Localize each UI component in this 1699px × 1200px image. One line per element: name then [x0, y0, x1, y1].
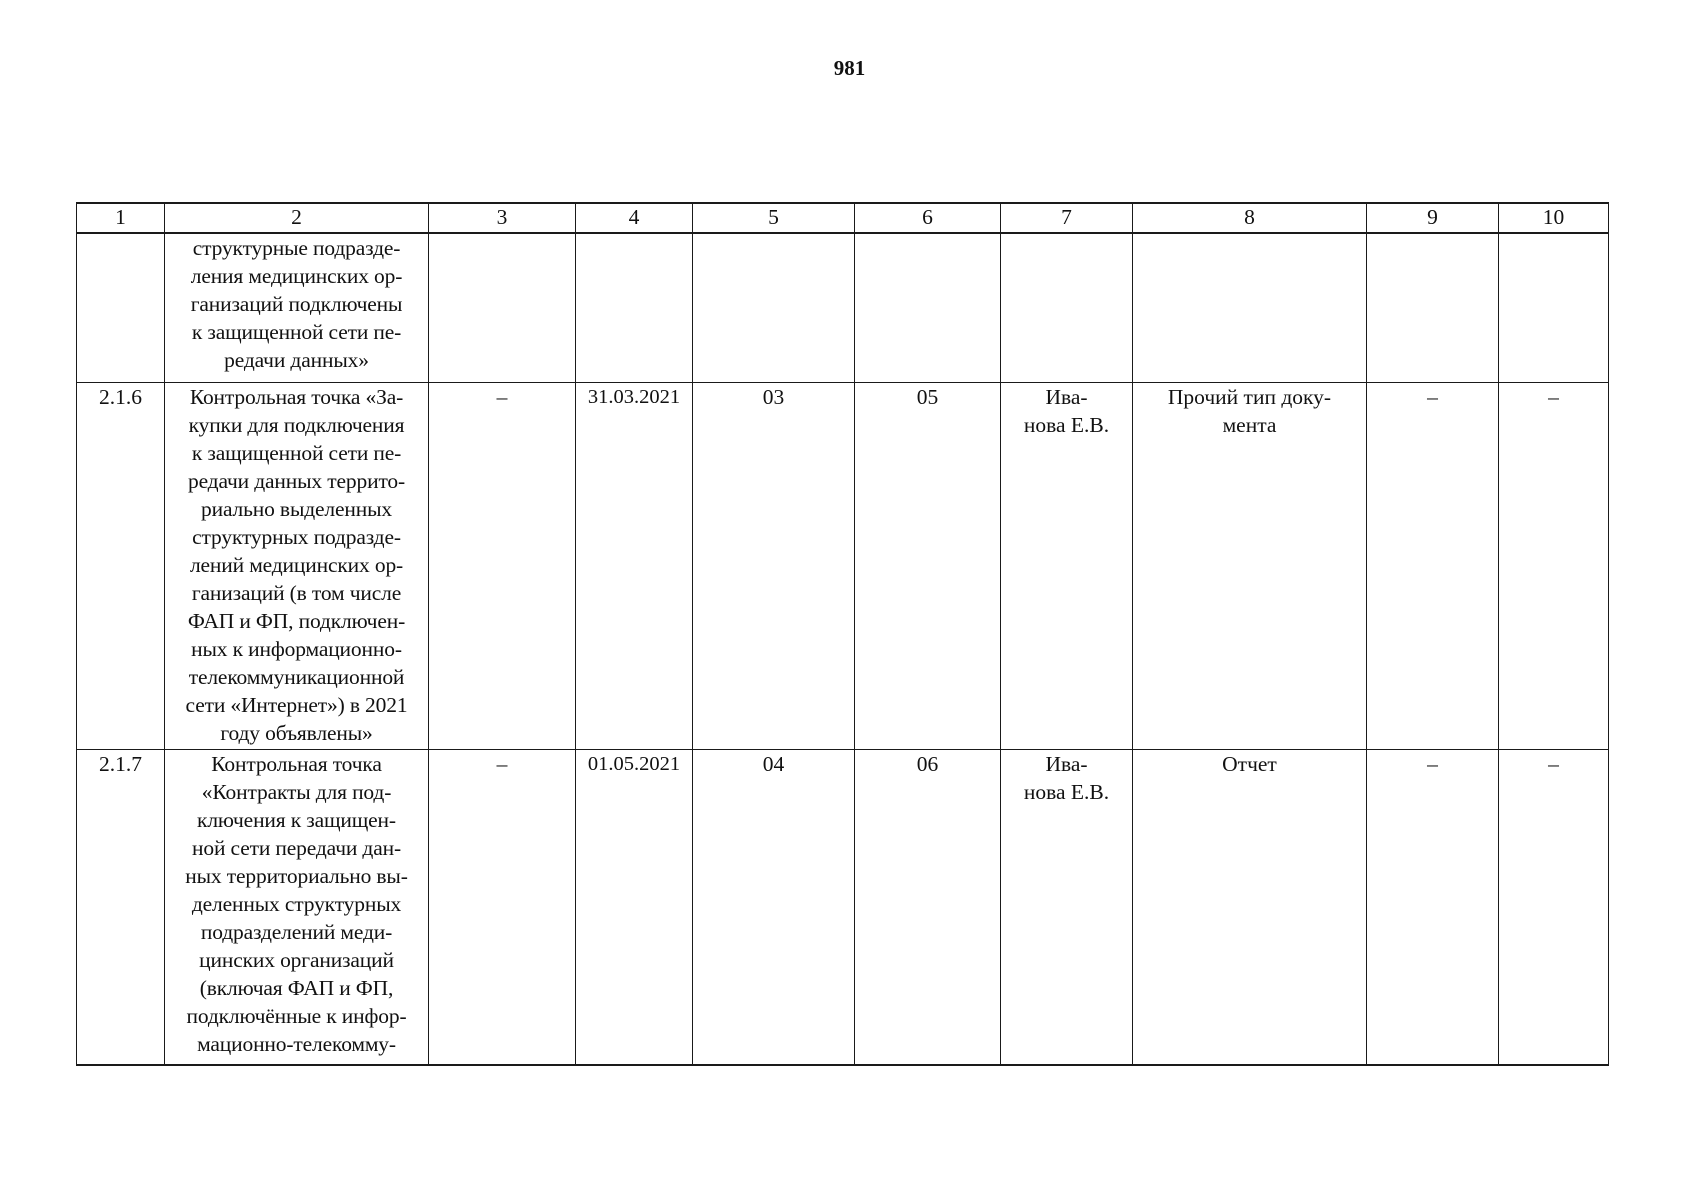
description-line: телекоммуникационной [188, 665, 405, 689]
row-number [77, 233, 165, 383]
description-line: ганизаций (в том числе [191, 581, 402, 605]
row-date: 01.05.2021 [576, 750, 693, 1066]
description-line: ной сети передачи дан- [192, 836, 401, 860]
description-line: цинских организаций [199, 948, 394, 972]
row-responsible [1001, 233, 1133, 383]
column-header: 1 [77, 203, 165, 233]
description-line: к защищенной сети пе- [191, 441, 402, 465]
description-line: деленных структурных [191, 892, 402, 916]
responsible-line: нова Е.В. [1023, 780, 1110, 804]
row-col9: – [1367, 750, 1499, 1066]
page-number: 981 [833, 56, 866, 80]
row-col3: – [429, 383, 576, 750]
column-header: 4 [576, 203, 693, 233]
column-header: 2 [165, 203, 429, 233]
table-row [77, 383, 1609, 750]
description-line: (включая ФАП и ФП, [199, 976, 394, 1000]
description-line: риально выделенных [200, 497, 392, 521]
row-col6 [855, 233, 1001, 383]
table-row [77, 233, 1609, 383]
column-header: 5 [693, 203, 855, 233]
description-line: ФАП и ФП, подключен- [187, 609, 406, 633]
description-line: структурные подразде- [192, 236, 401, 260]
row-col10: – [1499, 750, 1609, 1066]
description-line: ных территориально вы- [185, 864, 408, 888]
row-number: 2.1.6 [77, 383, 165, 750]
description-line: купки для подключения [188, 413, 405, 437]
column-header: 3 [429, 203, 576, 233]
row-document-type [1133, 750, 1367, 1066]
row-col6: 05 [855, 383, 1001, 750]
description-line: сети «Интернет») в 2021 [185, 693, 408, 717]
description-line: к защищенной сети пе- [191, 320, 402, 344]
column-header: 10 [1499, 203, 1609, 233]
column-header: 7 [1001, 203, 1133, 233]
row-col6: 06 [855, 750, 1001, 1066]
row-col5: 03 [693, 383, 855, 750]
description-line: подключённые к инфор- [186, 1004, 407, 1028]
row-col9 [1367, 233, 1499, 383]
description-line: году объявлены» [220, 721, 373, 745]
description-line: ключения к защищен- [197, 808, 396, 832]
row-description [165, 750, 429, 1066]
row-col10 [1499, 233, 1609, 383]
document-type-line: Прочий тип доку- [1167, 385, 1332, 409]
column-header: 8 [1133, 203, 1367, 233]
row-number: 2.1.7 [77, 750, 165, 1066]
row-description [165, 233, 429, 383]
description-line: подразделений меди- [200, 920, 393, 944]
document-type-line: Отчет [1222, 752, 1277, 776]
row-col5: 04 [693, 750, 855, 1066]
row-document-type [1133, 233, 1367, 383]
responsible-line: Ива- [1045, 752, 1088, 776]
table-row [77, 750, 1609, 1066]
description-line: структурных подразде- [192, 525, 401, 549]
responsible-line: Ива- [1045, 385, 1088, 409]
description-line: редачи данных террито- [187, 469, 406, 493]
row-responsible [1001, 750, 1133, 1066]
description-line: ления медицинских ор- [190, 264, 403, 288]
responsible-line: нова Е.В. [1023, 413, 1110, 437]
row-date [576, 233, 693, 383]
column-header: 6 [855, 203, 1001, 233]
description-line: Контрольная точка «За- [189, 385, 404, 409]
row-col3 [429, 233, 576, 383]
description-line: ганизаций подключены [190, 292, 403, 316]
description-line: мационно-телекомму- [197, 1032, 396, 1056]
description-line: лений медицинских ор- [189, 553, 404, 577]
description-line: «Контракты для под- [201, 780, 392, 804]
row-responsible [1001, 383, 1133, 750]
column-header: 9 [1367, 203, 1499, 233]
row-description [165, 383, 429, 750]
row-date: 31.03.2021 [576, 383, 693, 750]
row-col5 [693, 233, 855, 383]
description-line: редачи данных» [224, 348, 369, 372]
row-col9: – [1367, 383, 1499, 750]
document-type-line: мента [1222, 413, 1277, 437]
row-col3: – [429, 750, 576, 1066]
row-col10: – [1499, 383, 1609, 750]
description-line: Контрольная точка [211, 752, 382, 776]
schedule-table [76, 202, 1609, 1066]
description-line: ных к информационно- [191, 637, 402, 661]
row-document-type [1133, 383, 1367, 750]
table-header-row [77, 203, 1609, 233]
